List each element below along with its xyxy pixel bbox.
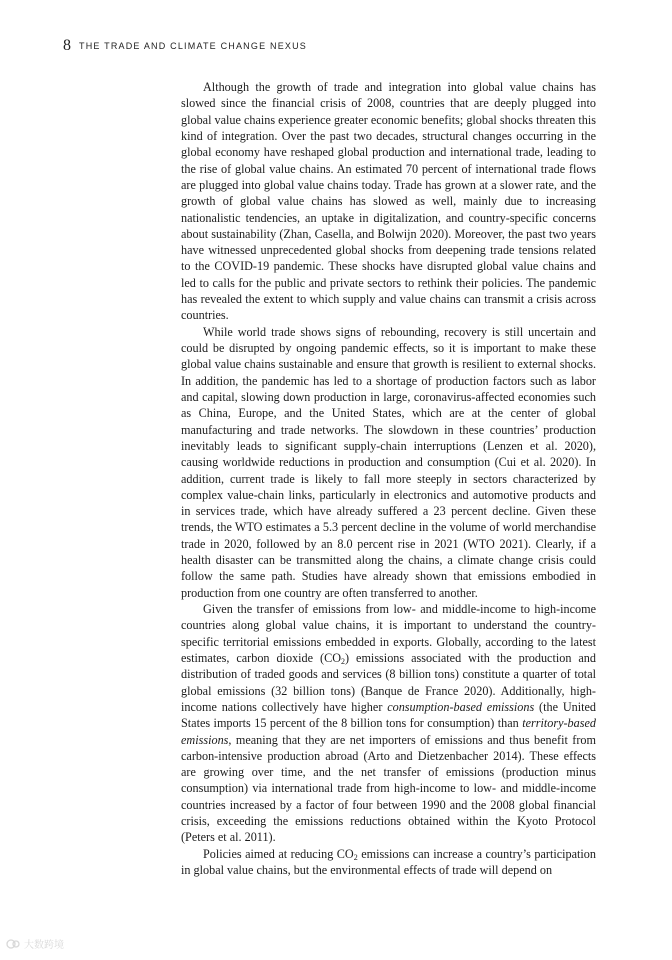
- watermark-logo-icon: [6, 938, 20, 950]
- body-text: [181, 79, 596, 878]
- running-title: THE TRADE AND CLIMATE CHANGE NEXUS: [79, 41, 307, 51]
- paragraph-3-text-d: , meaning that they are net importers of emissions and thus benefit from carbon-intensive production abroad (Arto and Dietzenbacher 2014). These effects are growing over time, and the net transfer of emissions (production minus consumption) via international trade from high-income to low- and middle-income countries increased by a factor of four between 1990 and the 2008 global financial crisis, exceeding the emissions reductions obtained within the Kyoto Protocol (Peters et al. 2011).: [181, 732, 596, 845]
- paragraph-3-text-a: Given the transfer of emissions from low- and middle-income to high-income countries along global value chains, it is important to understand the country-specific territorial emissions embedded in exports. Globally, according to the latest estimates, carbon dioxide (CO: [181, 602, 596, 665]
- paragraph-3-text-c: (the United States imports 15 percent of the 8 billion tons for consumption) than: [181, 699, 596, 731]
- paragraph-3: [181, 601, 596, 846]
- paragraph-4: [181, 846, 596, 879]
- paragraph-1: Although the growth of trade and integration into global value chains has slowed since the financial crisis of 2008, countries that are deeply plugged into global value chains experience greater economic benefits; global shocks threaten this kind of integration. Over the past two decades, structural changes occurring in the global economy have reshaped global production and international trade, leading to the rise of global value chains. An estimated 70 percent of international trade flows are plugged into global value chains today. Trade has grown at a slower rate, and the growth of global value chains has slowed as well, mainly due to increasing nationalistic tendencies, an uptake in digitalization, and country-specific concerns about sustainability (Zhan, Casella, and Bolwijn 2020). Moreover, the past two years have witnessed unprecedented global shocks from deepening trade tensions related to the COVID-19 pandemic. These shocks have disrupted global value chains and led to calls for the public and private sectors to rethink their policies. The pandemic has revealed the extent to which supply and value chains can transmit a crisis across countries.: [181, 80, 596, 323]
- paragraph-4-text-a: Policies aimed at reducing CO: [203, 846, 354, 861]
- watermark: [6, 936, 64, 951]
- term-territory-based-emissions: territory-based emissions: [181, 716, 596, 747]
- watermark-text: 大数跨境: [24, 940, 64, 951]
- paragraph-2: While world trade shows signs of rebounding, recovery is still uncertain and could be disrupted by ongoing pandemic effects, so it is important to make these global value chains sustainable and ensure that growth is resilient to external shocks. In addition, the pandemic has led to a shortage of production factors such as labor and capital, slowing down production in large, coronavirus-affected economies such as China, Europe, and the United States, which are at the center of global manufacturing and trade networks. The slowdown in these countries’ production inevitably leads to significant supply-chain interruptions (Lenzen et al. 2020), causing worldwide reductions in production and consumption (Cui et al. 2020). In addition, current trade is likely to fall more steeply in sectors characterized by complex value-chain links, particularly in electronics and automotive products and in services trade, which have already suffered a 23 percent decline. Given these trends, the WTO estimates a 5.3 percent decline in the volume of world merchandise trade in 2020, followed by an 8.0 percent rise in 2021 (WTO 2021). Clearly, if a health disaster can be transmitted along the chains, a climate change crisis could follow the same path. Studies have already shown that emissions embodied in production from one country are often transferred to another.: [181, 324, 596, 600]
- co2-subscript: 2: [353, 852, 358, 862]
- paragraph-4-text-b: emissions can increase a country’s participation in global value chains, but the environmental effects of trade will depend on: [181, 846, 596, 877]
- co2-subscript: 2: [341, 656, 346, 666]
- page-number: 8: [63, 37, 71, 54]
- paragraph-3-text-b: ) emissions associated with the production and distribution of traded goods and services (8 billion tons) constitute a quarter of total global emissions (32 billion tons) (Banque de France 2020). Additionally, high-income nations collectively have higher: [181, 650, 596, 714]
- term-consumption-based-emissions: consumption-based emissions: [387, 699, 535, 714]
- running-head: [63, 36, 307, 55]
